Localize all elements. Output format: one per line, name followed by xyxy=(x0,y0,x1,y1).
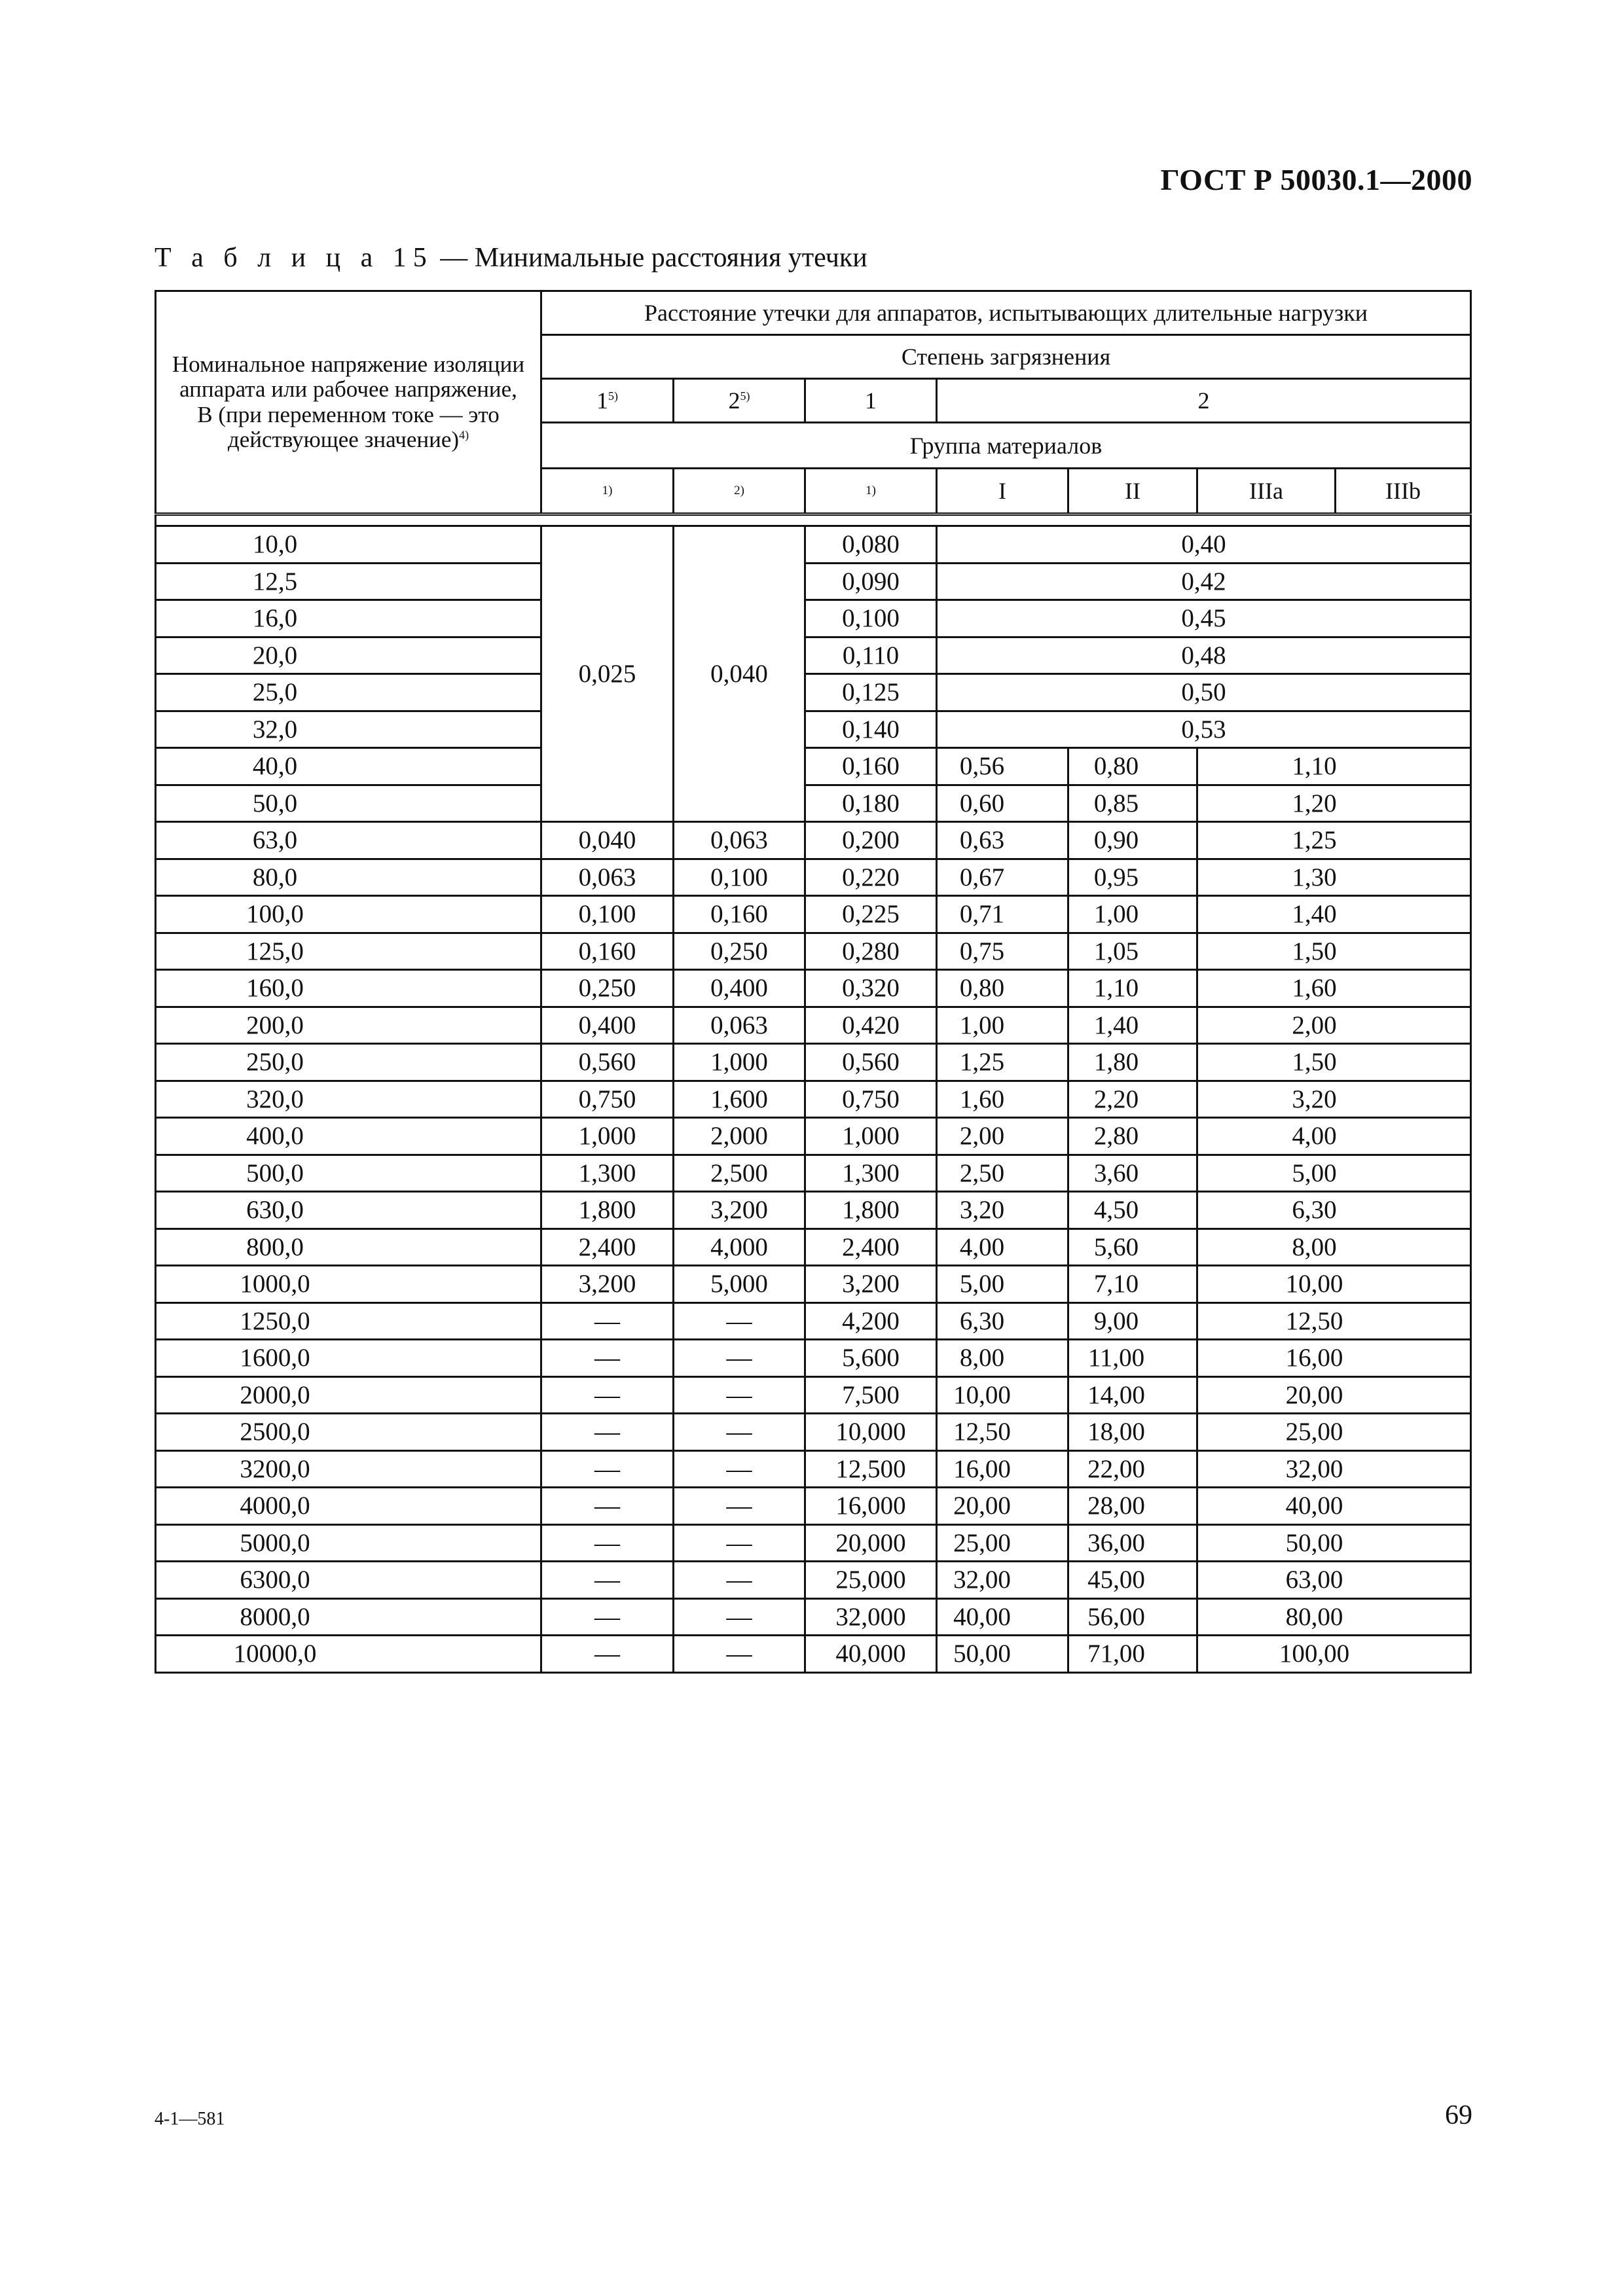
group-ii-cell: 22,00 xyxy=(1068,1450,1197,1488)
group-i-cell: 0,60 xyxy=(937,785,1068,822)
pd1-group-cell: 32,000 xyxy=(805,1598,937,1636)
pd2-cell: — xyxy=(674,1488,805,1525)
group-iii-cell: 8,00 xyxy=(1197,1229,1471,1266)
pd1-group-cell: 0,160 xyxy=(805,748,937,785)
pd2-merged-cell: 0,48 xyxy=(937,637,1471,674)
pd2-merged-cell: 0,50 xyxy=(937,674,1471,711)
pd1-cell: 0,063 xyxy=(541,859,674,896)
group-iii-cell: 16,00 xyxy=(1197,1340,1471,1377)
pd2-cell: 0,063 xyxy=(674,822,805,859)
pd1-cell: — xyxy=(541,1636,674,1673)
pollution-degree-cell xyxy=(541,379,674,423)
group-iii-cell: 1,40 xyxy=(1197,896,1471,933)
pd1-group-cell: 0,320 xyxy=(805,970,937,1007)
pd2-cell: — xyxy=(674,1376,805,1414)
group-i-cell: 25,00 xyxy=(937,1524,1068,1562)
material-group-cell: 1) xyxy=(541,469,674,514)
voltage-cell: 3200,0 xyxy=(156,1450,541,1488)
voltage-cell: 125,0 xyxy=(156,933,541,970)
group-i-cell: 6,30 xyxy=(937,1302,1068,1340)
group-iii-cell: 32,00 xyxy=(1197,1450,1471,1488)
voltage-cell: 8000,0 xyxy=(156,1598,541,1636)
table-row xyxy=(156,1488,1471,1525)
pd2-cell: — xyxy=(674,1414,805,1451)
table-row xyxy=(156,711,1471,748)
group-ii-cell: 45,00 xyxy=(1068,1562,1197,1599)
pd1-group-cell: 4,200 xyxy=(805,1302,937,1340)
voltage-cell: 80,0 xyxy=(156,859,541,896)
group-i-cell: 50,00 xyxy=(937,1636,1068,1673)
table-row xyxy=(156,1302,1471,1340)
pd1-group-cell: 0,125 xyxy=(805,674,937,711)
voltage-cell: 4000,0 xyxy=(156,1488,541,1525)
table-row xyxy=(156,1229,1471,1266)
pd2-cell: 0,400 xyxy=(674,970,805,1007)
group-iii-cell: 1,60 xyxy=(1197,970,1471,1007)
page-number: 69 xyxy=(1445,2100,1472,2130)
material-group-cell: IIIb xyxy=(1336,469,1471,514)
group-iii-cell: 100,00 xyxy=(1197,1636,1471,1673)
pd2-cell: — xyxy=(674,1562,805,1599)
pd2-cell: 0,100 xyxy=(674,859,805,896)
pd1-cell: — xyxy=(541,1302,674,1340)
group-ii-cell: 1,40 xyxy=(1068,1007,1197,1044)
group-ii-cell: 0,90 xyxy=(1068,822,1197,859)
group-i-cell: 40,00 xyxy=(937,1598,1068,1636)
voltage-header-text: Номинальное напряжение изоляции аппарата или рабочее напряжение, В (при переменном токе — это действующее значение) xyxy=(172,351,525,452)
group-ii-cell: 0,95 xyxy=(1068,859,1197,896)
pollution-degree-cell xyxy=(674,379,805,423)
table-row xyxy=(156,1598,1471,1636)
group-i-cell: 5,00 xyxy=(937,1266,1068,1303)
table-row xyxy=(156,1044,1471,1081)
pd1-cell: — xyxy=(541,1488,674,1525)
voltage-cell: 25,0 xyxy=(156,674,541,711)
pd1-cell: — xyxy=(541,1524,674,1562)
voltage-cell: 1250,0 xyxy=(156,1302,541,1340)
table-body xyxy=(156,514,1471,1673)
pd1-group-cell: 5,600 xyxy=(805,1340,937,1377)
pd1-cell: — xyxy=(541,1562,674,1599)
table-row xyxy=(156,1266,1471,1303)
group-ii-cell: 1,00 xyxy=(1068,896,1197,933)
pd1-group-cell: 0,140 xyxy=(805,711,937,748)
table-row xyxy=(156,674,1471,711)
pd2-cell: 5,000 xyxy=(674,1266,805,1303)
material-group-cell: 1) xyxy=(805,469,937,514)
pd1-cell: 0,160 xyxy=(541,933,674,970)
pollution-degree-label: 2 xyxy=(1197,387,1210,414)
pd1-group-cell: 2,400 xyxy=(805,1229,937,1266)
voltage-cell: 12,5 xyxy=(156,563,541,600)
group-i-cell: 32,00 xyxy=(937,1562,1068,1599)
voltage-cell: 20,0 xyxy=(156,637,541,674)
table-row xyxy=(156,859,1471,896)
pd1-group-cell: 0,090 xyxy=(805,563,937,600)
group-i-cell: 2,00 xyxy=(937,1118,1068,1155)
voltage-cell: 630,0 xyxy=(156,1192,541,1229)
voltage-cell: 100,0 xyxy=(156,896,541,933)
pd2-cell: — xyxy=(674,1598,805,1636)
group-i-cell: 3,20 xyxy=(937,1192,1068,1229)
table-row xyxy=(156,748,1471,785)
group-ii-cell: 2,20 xyxy=(1068,1081,1197,1118)
pd1-cell: — xyxy=(541,1376,674,1414)
voltage-cell: 16,0 xyxy=(156,600,541,637)
pd2-cell: 1,600 xyxy=(674,1081,805,1118)
group-iii-cell: 10,00 xyxy=(1197,1266,1471,1303)
pd1-group-cell: 10,000 xyxy=(805,1414,937,1451)
pd2-cell: 2,500 xyxy=(674,1155,805,1192)
group-ii-cell: 0,85 xyxy=(1068,785,1197,822)
material-group-cell: I xyxy=(937,469,1068,514)
pd1-group-cell: 0,280 xyxy=(805,933,937,970)
group-ii-cell: 3,60 xyxy=(1068,1155,1197,1192)
voltage-cell: 2500,0 xyxy=(156,1414,541,1451)
table-row xyxy=(156,933,1471,970)
group-ii-cell: 71,00 xyxy=(1068,1636,1197,1673)
group-ii-cell: 28,00 xyxy=(1068,1488,1197,1525)
table-row xyxy=(156,896,1471,933)
pd1-group-cell: 0,220 xyxy=(805,859,937,896)
group-i-cell: 1,25 xyxy=(937,1044,1068,1081)
table-row xyxy=(156,1340,1471,1377)
table-row xyxy=(156,1376,1471,1414)
pd2-cell: 2,000 xyxy=(674,1118,805,1155)
voltage-cell: 200,0 xyxy=(156,1007,541,1044)
group-iii-cell: 1,20 xyxy=(1197,785,1471,822)
pd1-group-cell: 20,000 xyxy=(805,1524,937,1562)
pd2-cell: — xyxy=(674,1340,805,1377)
material-group-cell: 2) xyxy=(674,469,805,514)
pd1-group-cell: 25,000 xyxy=(805,1562,937,1599)
voltage-cell: 10,0 xyxy=(156,526,541,564)
pd2-cell: 3,200 xyxy=(674,1192,805,1229)
pollution-degree-cell xyxy=(805,379,937,423)
pd1-cell: 0,040 xyxy=(541,822,674,859)
table-row xyxy=(156,1007,1471,1044)
group-i-cell: 0,56 xyxy=(937,748,1068,785)
table-row xyxy=(156,526,1471,564)
group-iii-cell: 5,00 xyxy=(1197,1155,1471,1192)
merged-pd2-cell: 0,040 xyxy=(674,526,805,822)
group-ii-cell: 1,80 xyxy=(1068,1044,1197,1081)
pd1-group-cell: 12,500 xyxy=(805,1450,937,1488)
table-row xyxy=(156,1414,1471,1451)
voltage-cell: 500,0 xyxy=(156,1155,541,1192)
pollution-degree-label: 1 xyxy=(865,387,877,414)
creepage-header: Расстояние утечки для аппаратов, испытывающих длительные нагрузки xyxy=(541,291,1471,335)
group-i-cell: 12,50 xyxy=(937,1414,1068,1451)
table-row xyxy=(156,970,1471,1007)
pd1-group-cell: 1,300 xyxy=(805,1155,937,1192)
voltage-cell: 160,0 xyxy=(156,970,541,1007)
group-iii-cell: 4,00 xyxy=(1197,1118,1471,1155)
group-i-cell: 0,80 xyxy=(937,970,1068,1007)
table-row xyxy=(156,822,1471,859)
voltage-cell: 320,0 xyxy=(156,1081,541,1118)
group-i-cell: 0,71 xyxy=(937,896,1068,933)
group-i-cell: 0,63 xyxy=(937,822,1068,859)
pollution-degree-note: 5) xyxy=(740,389,750,403)
material-group-header: Группа материалов xyxy=(541,423,1471,469)
pd1-group-cell: 0,110 xyxy=(805,637,937,674)
pd2-cell: — xyxy=(674,1524,805,1562)
group-iii-cell: 20,00 xyxy=(1197,1376,1471,1414)
pd1-group-cell: 40,000 xyxy=(805,1636,937,1673)
standard-designation: ГОСТ Р 50030.1—2000 xyxy=(1160,163,1472,196)
pd2-merged-cell: 0,45 xyxy=(937,600,1471,637)
pd2-cell: 4,000 xyxy=(674,1229,805,1266)
group-ii-cell: 4,50 xyxy=(1068,1192,1197,1229)
group-ii-cell: 18,00 xyxy=(1068,1414,1197,1451)
table-row xyxy=(156,1524,1471,1562)
table-caption xyxy=(155,242,867,274)
group-ii-cell: 36,00 xyxy=(1068,1524,1197,1562)
table-row xyxy=(156,637,1471,674)
table-row xyxy=(156,1636,1471,1673)
group-iii-cell: 63,00 xyxy=(1197,1562,1471,1599)
group-i-cell: 0,67 xyxy=(937,859,1068,896)
group-ii-cell: 9,00 xyxy=(1068,1302,1197,1340)
material-group-cell: IIIa xyxy=(1197,469,1336,514)
pd1-cell: 3,200 xyxy=(541,1266,674,1303)
pollution-degree-header: Степень загрязнения xyxy=(541,335,1471,379)
group-i-cell: 8,00 xyxy=(937,1340,1068,1377)
voltage-cell: 63,0 xyxy=(156,822,541,859)
group-i-cell: 10,00 xyxy=(937,1376,1068,1414)
pd2-merged-cell: 0,53 xyxy=(937,711,1471,748)
pd1-cell: — xyxy=(541,1340,674,1377)
pd1-group-cell: 1,800 xyxy=(805,1192,937,1229)
table-row xyxy=(156,1450,1471,1488)
pd1-cell: 1,000 xyxy=(541,1118,674,1155)
group-ii-cell: 0,80 xyxy=(1068,748,1197,785)
group-i-cell: 1,00 xyxy=(937,1007,1068,1044)
material-group-cell: II xyxy=(1068,469,1197,514)
group-iii-cell: 1,30 xyxy=(1197,859,1471,896)
pd2-merged-cell: 0,40 xyxy=(937,526,1471,564)
pd1-cell: 0,750 xyxy=(541,1081,674,1118)
voltage-cell: 1600,0 xyxy=(156,1340,541,1377)
group-iii-cell: 2,00 xyxy=(1197,1007,1471,1044)
table-row xyxy=(156,1081,1471,1118)
voltage-cell: 32,0 xyxy=(156,711,541,748)
pd1-group-cell: 0,200 xyxy=(805,822,937,859)
pd1-group-cell: 0,180 xyxy=(805,785,937,822)
group-iii-cell: 6,30 xyxy=(1197,1192,1471,1229)
pd2-cell: — xyxy=(674,1302,805,1340)
pd2-cell: 0,160 xyxy=(674,896,805,933)
pd1-cell: — xyxy=(541,1450,674,1488)
voltage-cell: 50,0 xyxy=(156,785,541,822)
group-ii-cell: 2,80 xyxy=(1068,1118,1197,1155)
pd1-cell: 0,100 xyxy=(541,896,674,933)
pd1-group-cell: 0,560 xyxy=(805,1044,937,1081)
pd1-cell: 0,250 xyxy=(541,970,674,1007)
group-i-cell: 20,00 xyxy=(937,1488,1068,1525)
merged-pd1-cell: 0,025 xyxy=(541,526,674,822)
group-iii-cell: 1,25 xyxy=(1197,822,1471,859)
voltage-header-note: 4) xyxy=(459,428,469,442)
table-row xyxy=(156,1155,1471,1192)
pd1-cell: 0,560 xyxy=(541,1044,674,1081)
group-iii-cell: 25,00 xyxy=(1197,1414,1471,1451)
voltage-cell: 2000,0 xyxy=(156,1376,541,1414)
group-iii-cell: 80,00 xyxy=(1197,1598,1471,1636)
pd2-cell: 0,250 xyxy=(674,933,805,970)
pd2-cell: 0,063 xyxy=(674,1007,805,1044)
creepage-distance-table xyxy=(155,290,1472,1674)
pd1-group-cell: 0,100 xyxy=(805,600,937,637)
pd1-group-cell: 0,225 xyxy=(805,896,937,933)
pd2-cell: — xyxy=(674,1450,805,1488)
pollution-degree-note: 5) xyxy=(608,389,618,403)
table-row xyxy=(156,785,1471,822)
pd2-cell: — xyxy=(674,1636,805,1673)
pd1-group-cell: 0,750 xyxy=(805,1081,937,1118)
voltage-cell: 40,0 xyxy=(156,748,541,785)
pd1-group-cell: 0,080 xyxy=(805,526,937,564)
header-separator xyxy=(156,514,1471,526)
voltage-cell: 6300,0 xyxy=(156,1562,541,1599)
pd1-group-cell: 3,200 xyxy=(805,1266,937,1303)
group-ii-cell: 7,10 xyxy=(1068,1266,1197,1303)
voltage-cell: 10000,0 xyxy=(156,1636,541,1673)
group-ii-cell: 11,00 xyxy=(1068,1340,1197,1377)
group-iii-cell: 1,10 xyxy=(1197,748,1471,785)
group-ii-cell: 1,05 xyxy=(1068,933,1197,970)
pd1-cell: 1,800 xyxy=(541,1192,674,1229)
group-iii-cell: 1,50 xyxy=(1197,933,1471,970)
group-ii-cell: 56,00 xyxy=(1068,1598,1197,1636)
voltage-column-header xyxy=(156,291,541,514)
group-i-cell: 16,00 xyxy=(937,1450,1068,1488)
pd1-group-cell: 0,420 xyxy=(805,1007,937,1044)
voltage-cell: 250,0 xyxy=(156,1044,541,1081)
group-ii-cell: 5,60 xyxy=(1068,1229,1197,1266)
table-caption-prefix: Т а б л и ц а 15 xyxy=(155,243,433,273)
pollution-degree-label: 1 xyxy=(596,387,608,414)
pd1-group-cell: 16,000 xyxy=(805,1488,937,1525)
voltage-cell: 400,0 xyxy=(156,1118,541,1155)
voltage-cell: 800,0 xyxy=(156,1229,541,1266)
group-iii-cell: 12,50 xyxy=(1197,1302,1471,1340)
group-i-cell: 4,00 xyxy=(937,1229,1068,1266)
group-iii-cell: 50,00 xyxy=(1197,1524,1471,1562)
pollution-degree-label: 2 xyxy=(728,387,740,414)
voltage-cell: 1000,0 xyxy=(156,1266,541,1303)
table-caption-text: — Минимальные расстояния утечки xyxy=(433,243,867,273)
pd1-cell: — xyxy=(541,1598,674,1636)
pd1-cell: 2,400 xyxy=(541,1229,674,1266)
table-row xyxy=(156,1118,1471,1155)
group-iii-cell: 40,00 xyxy=(1197,1488,1471,1525)
group-iii-cell: 1,50 xyxy=(1197,1044,1471,1081)
pd1-cell: 1,300 xyxy=(541,1155,674,1192)
voltage-cell: 5000,0 xyxy=(156,1524,541,1562)
group-iii-cell: 3,20 xyxy=(1197,1081,1471,1118)
pd1-cell: 0,400 xyxy=(541,1007,674,1044)
table-row xyxy=(156,1562,1471,1599)
table-row xyxy=(156,1192,1471,1229)
pd2-cell: 1,000 xyxy=(674,1044,805,1081)
group-i-cell: 0,75 xyxy=(937,933,1068,970)
group-ii-cell: 1,10 xyxy=(1068,970,1197,1007)
pd1-group-cell: 1,000 xyxy=(805,1118,937,1155)
pd1-group-cell: 7,500 xyxy=(805,1376,937,1414)
group-ii-cell: 14,00 xyxy=(1068,1376,1197,1414)
pd2-merged-cell: 0,42 xyxy=(937,563,1471,600)
footer-code: 4-1—581 xyxy=(155,2109,225,2129)
pollution-degree-cell xyxy=(937,379,1471,423)
table-row xyxy=(156,563,1471,600)
group-i-cell: 2,50 xyxy=(937,1155,1068,1192)
group-i-cell: 1,60 xyxy=(937,1081,1068,1118)
table-row xyxy=(156,600,1471,637)
pd1-cell: — xyxy=(541,1414,674,1451)
